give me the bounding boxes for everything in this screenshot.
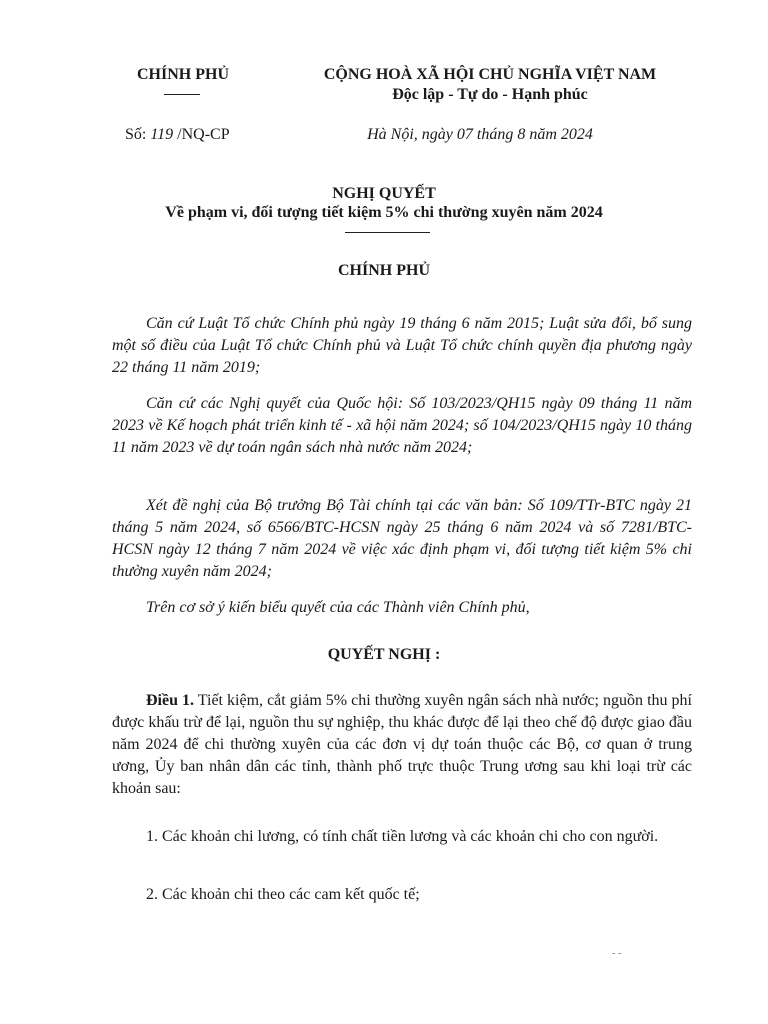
article-1-text: Tiết kiệm, cắt giảm 5% chi thường xuyên ngân sách nhà nước; nguồn thu phí được khấu trừ để lại, nguồn thu sự nghiệp, thu khác được để lại theo chế độ được giao đầu năm 2024 để chi thường xuyên của các đơn vị dự toán thuộc các Bộ, cơ quan ở trung ương, Ủy ban nhân dân các tỉnh, thành phố trực thuộc Trung ương sau khi loại trừ các khoản sau: [112, 692, 692, 797]
article-1-item-2: 2. Các khoản chi theo các cam kết quốc tế; [146, 886, 420, 903]
doc-number-value: 119 [150, 126, 174, 143]
document-number [125, 126, 230, 144]
document-subject: Về phạm vi, đối tượng tiết kiệm 5% chi thường xuyên năm 2024 [165, 204, 603, 221]
doc-number-suffix: /NQ-CP [177, 126, 230, 143]
doc-number-prefix: Số: [125, 126, 147, 143]
document-type: NGHỊ QUYẾT [332, 185, 436, 202]
issuing-agency: CHÍNH PHỦ [137, 66, 229, 83]
preamble-paragraph: Trên cơ sở ý kiến biểu quyết của các Thành viên Chính phủ, [146, 599, 530, 616]
issuer-heading: CHÍNH PHỦ [338, 262, 430, 279]
scan-speck: - - [612, 948, 622, 959]
agency-underline [164, 94, 200, 95]
preamble-paragraph: Căn cứ các Nghị quyết của Quốc hội: Số 103/2023/QH15 ngày 09 tháng 11 năm 2023 về Kế hoạch phát triển kinh tế - xã hội năm 2024; số 104/2023/QH15 ngày 10 tháng 11 năm 2023 về dự toán ngân sách nhà nước năm 2024; [112, 395, 692, 456]
article-1-label: Điều 1. [146, 692, 195, 709]
article-1-item-1: 1. Các khoản chi lương, có tính chất tiền lương và các khoản chi cho con người. [146, 828, 659, 845]
place-and-date: Hà Nội, ngày 07 tháng 8 năm 2024 [367, 126, 593, 143]
decision-heading: QUYẾT NGHỊ : [327, 646, 441, 663]
subject-underline [345, 232, 430, 233]
preamble-paragraph: Căn cứ Luật Tổ chức Chính phủ ngày 19 tháng 6 năm 2015; Luật sửa đổi, bổ sung một số điều của Luật Tổ chức Chính phủ và Luật Tổ chức chính quyền địa phương ngày 22 tháng 11 năm 2019; [112, 315, 692, 376]
preamble-paragraph: Xét đề nghị của Bộ trưởng Bộ Tài chính tại các văn bản: Số 109/TTr-BTC ngày 21 tháng 5 năm 2024, số 6566/BTC-HCSN ngày 25 tháng 6 năm 2024 và số 7281/BTC-HCSN ngày 12 tháng 7 năm 2024 về việc xác định phạm vi, đối tượng tiết kiệm 5% chi thường xuyên năm 2024; [112, 497, 692, 580]
article-1 [112, 690, 692, 800]
national-motto: Độc lập - Tự do - Hạnh phúc [392, 86, 588, 103]
national-title: CỘNG HOÀ XÃ HỘI CHỦ NGHĨA VIỆT NAM [323, 66, 657, 83]
